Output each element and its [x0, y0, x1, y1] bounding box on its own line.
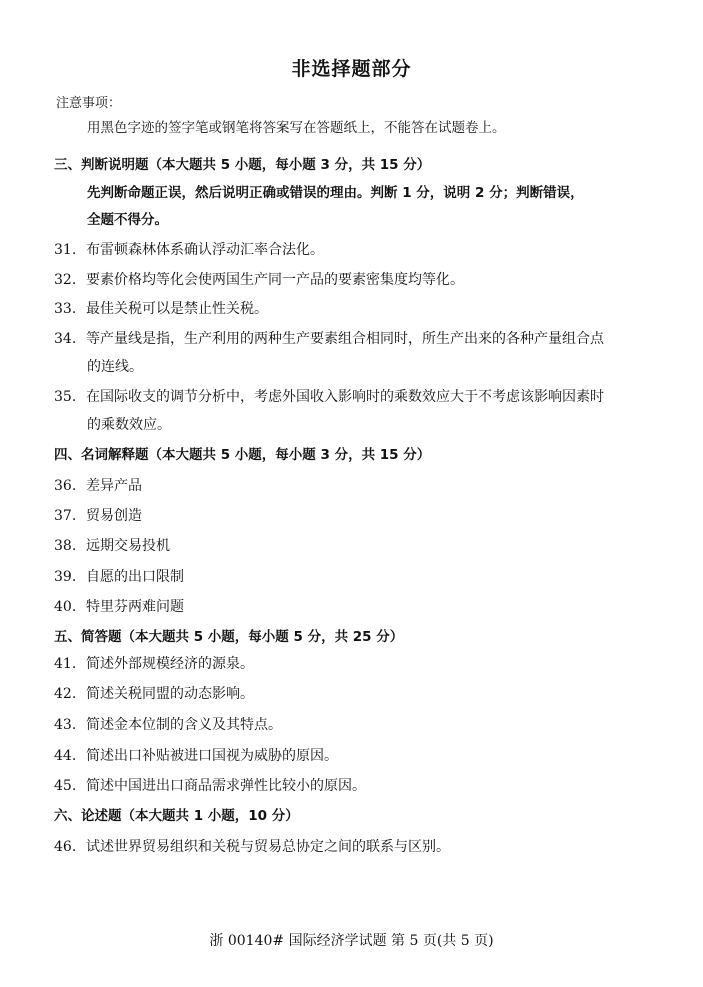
question-41 [54, 654, 254, 674]
question-42 [54, 684, 254, 704]
page-footer: 浙 00140# 国际经济学试题 第 5 页(共 5 页) [209, 933, 494, 949]
question-number: 36. [54, 478, 77, 494]
question-45 [54, 776, 366, 796]
question-number: 45. [54, 778, 77, 794]
question-text: 简述关税同盟的动态影响。 [86, 686, 254, 702]
question-35-continuation: 的乘数效应。 [87, 417, 171, 433]
question-text: 远期交易投机 [86, 538, 170, 554]
section-3-instruction-line1: 先判断命题正误，然后说明正确或错误的理由。判断 1 分，说明 2 分；判断错误， [87, 185, 584, 201]
notice-body: 用黑色字迹的签字笔或钢笔将答案写在答题纸上，不能答在试题卷上。 [87, 120, 506, 136]
question-number: 43. [54, 717, 77, 733]
question-number: 39. [54, 569, 77, 585]
question-number: 40. [54, 599, 77, 615]
question-text: 简述中国进出口商品需求弹性比较小的原因。 [86, 778, 366, 794]
question-text: 贸易创造 [86, 508, 142, 524]
question-text: 自愿的出口限制 [86, 569, 184, 585]
notice-heading: 注意事项： [56, 96, 122, 111]
question-text: 简述出口补贴被进口国视为威胁的原因。 [86, 748, 338, 764]
section-4-heading: 四、名词解释题（本大题共 5 小题，每小题 3 分，共 15 分） [54, 447, 431, 463]
question-33 [54, 299, 268, 319]
question-number: 34. [54, 331, 77, 347]
question-text: 试述世界贸易组织和关税与贸易总协定之间的联系与区别。 [86, 839, 450, 855]
question-text: 要素价格均等化会使两国生产同一产品的要素密集度均等化。 [86, 272, 464, 288]
question-text: 最佳关税可以是禁止性关税。 [86, 301, 268, 317]
section-5-heading: 五、简答题（本大题共 5 小题，每小题 5 分，共 25 分） [54, 629, 404, 645]
question-text: 特里芬两难问题 [86, 599, 184, 615]
page-title: 非选择题部分 [291, 58, 412, 80]
question-43 [54, 715, 282, 735]
question-text: 布雷顿森林体系确认浮动汇率合法化。 [86, 242, 324, 258]
question-number: 33. [54, 301, 77, 317]
question-number: 31. [54, 242, 77, 258]
question-number: 35. [54, 389, 77, 405]
question-text: 差异产品 [86, 478, 142, 494]
question-34-continuation: 的连线。 [87, 359, 143, 375]
question-number: 44. [54, 748, 77, 764]
question-number: 38. [54, 538, 77, 554]
question-text: 在国际收支的调节分析中，考虑外国收入影响时的乘数效应大于不考虑该影响因素时 [86, 389, 604, 405]
question-number: 32. [54, 272, 77, 288]
question-34 [54, 329, 604, 349]
question-number: 41. [54, 656, 77, 672]
question-text: 简述外部规模经济的源泉。 [86, 656, 254, 672]
question-31 [54, 240, 324, 260]
question-39 [54, 567, 184, 587]
question-32 [54, 270, 464, 290]
question-number: 42. [54, 686, 77, 702]
question-46 [54, 837, 450, 857]
section-6-heading: 六、论述题（本大题共 1 小题，10 分） [54, 808, 299, 824]
question-37 [54, 506, 142, 526]
question-40 [54, 597, 184, 617]
question-number: 46. [54, 839, 77, 855]
question-44 [54, 746, 338, 766]
question-36 [54, 476, 142, 496]
section-3-heading: 三、判断说明题（本大题共 5 小题，每小题 3 分，共 15 分） [54, 157, 431, 173]
question-text: 简述金本位制的含义及其特点。 [86, 717, 282, 733]
question-35 [54, 387, 604, 407]
question-text: 等产量线是指，生产利用的两种生产要素组合相同时，所生产出来的各种产量组合点 [86, 331, 604, 347]
question-38 [54, 536, 170, 556]
section-3-instruction-line2: 全题不得分。 [87, 212, 168, 228]
question-number: 37. [54, 508, 77, 524]
